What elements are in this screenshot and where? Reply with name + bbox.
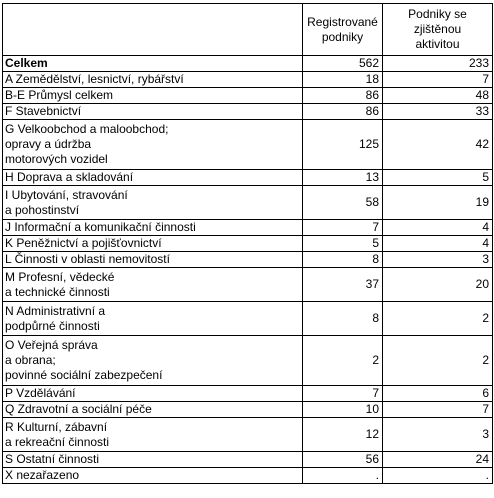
registered-value: 2 [303, 336, 383, 386]
row-label: H Doprava a skladování [3, 170, 303, 186]
active-value: 3 [383, 418, 493, 452]
row-label: O Veřejná správa a obrana; povinné sociální zabezpečení [3, 336, 303, 386]
empty-header-cell [3, 4, 303, 56]
table-row [3, 56, 493, 72]
row-label: X nezařazeno [3, 468, 303, 484]
active-value: 233 [383, 56, 493, 72]
table-row [3, 468, 493, 484]
registered-value: 56 [303, 452, 383, 468]
registered-value: 125 [303, 120, 383, 170]
table-row [3, 72, 493, 88]
row-label: F Stavebnictví [3, 104, 303, 120]
registered-value: 10 [303, 402, 383, 418]
active-value: 48 [383, 88, 493, 104]
registered-value: 86 [303, 88, 383, 104]
table-row [3, 402, 493, 418]
registered-value: 5 [303, 236, 383, 252]
row-label: P Vzdělávání [3, 386, 303, 402]
row-label: B-E Průmysl celkem [3, 88, 303, 104]
row-label: L Činnosti v oblasti nemovitostí [3, 252, 303, 268]
registered-value: 7 [303, 220, 383, 236]
table-row [3, 386, 493, 402]
row-label: Q Zdravotní a sociální péče [3, 402, 303, 418]
table-row [3, 452, 493, 468]
active-value: 42 [383, 120, 493, 170]
row-label: G Velkoobchod a maloobchod; opravy a údržba motorových vozidel [3, 120, 303, 170]
registered-value: 8 [303, 302, 383, 336]
active-value: . [383, 468, 493, 484]
active-value: 5 [383, 170, 493, 186]
active-value: 4 [383, 220, 493, 236]
row-label: M Profesní, vědecké a technické činnosti [3, 268, 303, 302]
active-value: 20 [383, 268, 493, 302]
row-label: R Kulturní, zábavní a rekreační činnosti [3, 418, 303, 452]
registered-value: 86 [303, 104, 383, 120]
table-row [3, 302, 493, 336]
active-value: 4 [383, 236, 493, 252]
registered-value: . [303, 468, 383, 484]
row-label: N Administrativní a podpůrné činnosti [3, 302, 303, 336]
row-label: A Zemědělství, lesnictví, rybářství [3, 72, 303, 88]
registered-value: 8 [303, 252, 383, 268]
table-row [3, 104, 493, 120]
registered-value: 12 [303, 418, 383, 452]
row-label: K Peněžnictví a pojišťovnictví [3, 236, 303, 252]
row-label: Celkem [3, 56, 303, 72]
table-row [3, 236, 493, 252]
registered-value: 562 [303, 56, 383, 72]
registered-value: 18 [303, 72, 383, 88]
table-row [3, 220, 493, 236]
table-row [3, 120, 493, 170]
active-value: 19 [383, 186, 493, 220]
header-registered: Registrované podniky [303, 4, 383, 56]
table-row [3, 186, 493, 220]
table-row [3, 88, 493, 104]
registered-value: 37 [303, 268, 383, 302]
table-row [3, 252, 493, 268]
active-value: 7 [383, 72, 493, 88]
row-label: J Informační a komunikační činnosti [3, 220, 303, 236]
registered-value: 58 [303, 186, 383, 220]
header-active: Podniky se zjištěnou aktivitou [383, 4, 493, 56]
row-label: S Ostatní činnosti [3, 452, 303, 468]
active-value: 33 [383, 104, 493, 120]
active-value: 7 [383, 402, 493, 418]
table-row [3, 268, 493, 302]
active-value: 2 [383, 302, 493, 336]
active-value: 2 [383, 336, 493, 386]
registered-value: 13 [303, 170, 383, 186]
header-row [3, 4, 493, 56]
active-value: 24 [383, 452, 493, 468]
registered-value: 7 [303, 386, 383, 402]
table-row [3, 170, 493, 186]
active-value: 6 [383, 386, 493, 402]
table-row [3, 336, 493, 386]
table-row [3, 418, 493, 452]
active-value: 3 [383, 252, 493, 268]
data-table [2, 3, 493, 484]
row-label: I Ubytování, stravování a pohostinství [3, 186, 303, 220]
